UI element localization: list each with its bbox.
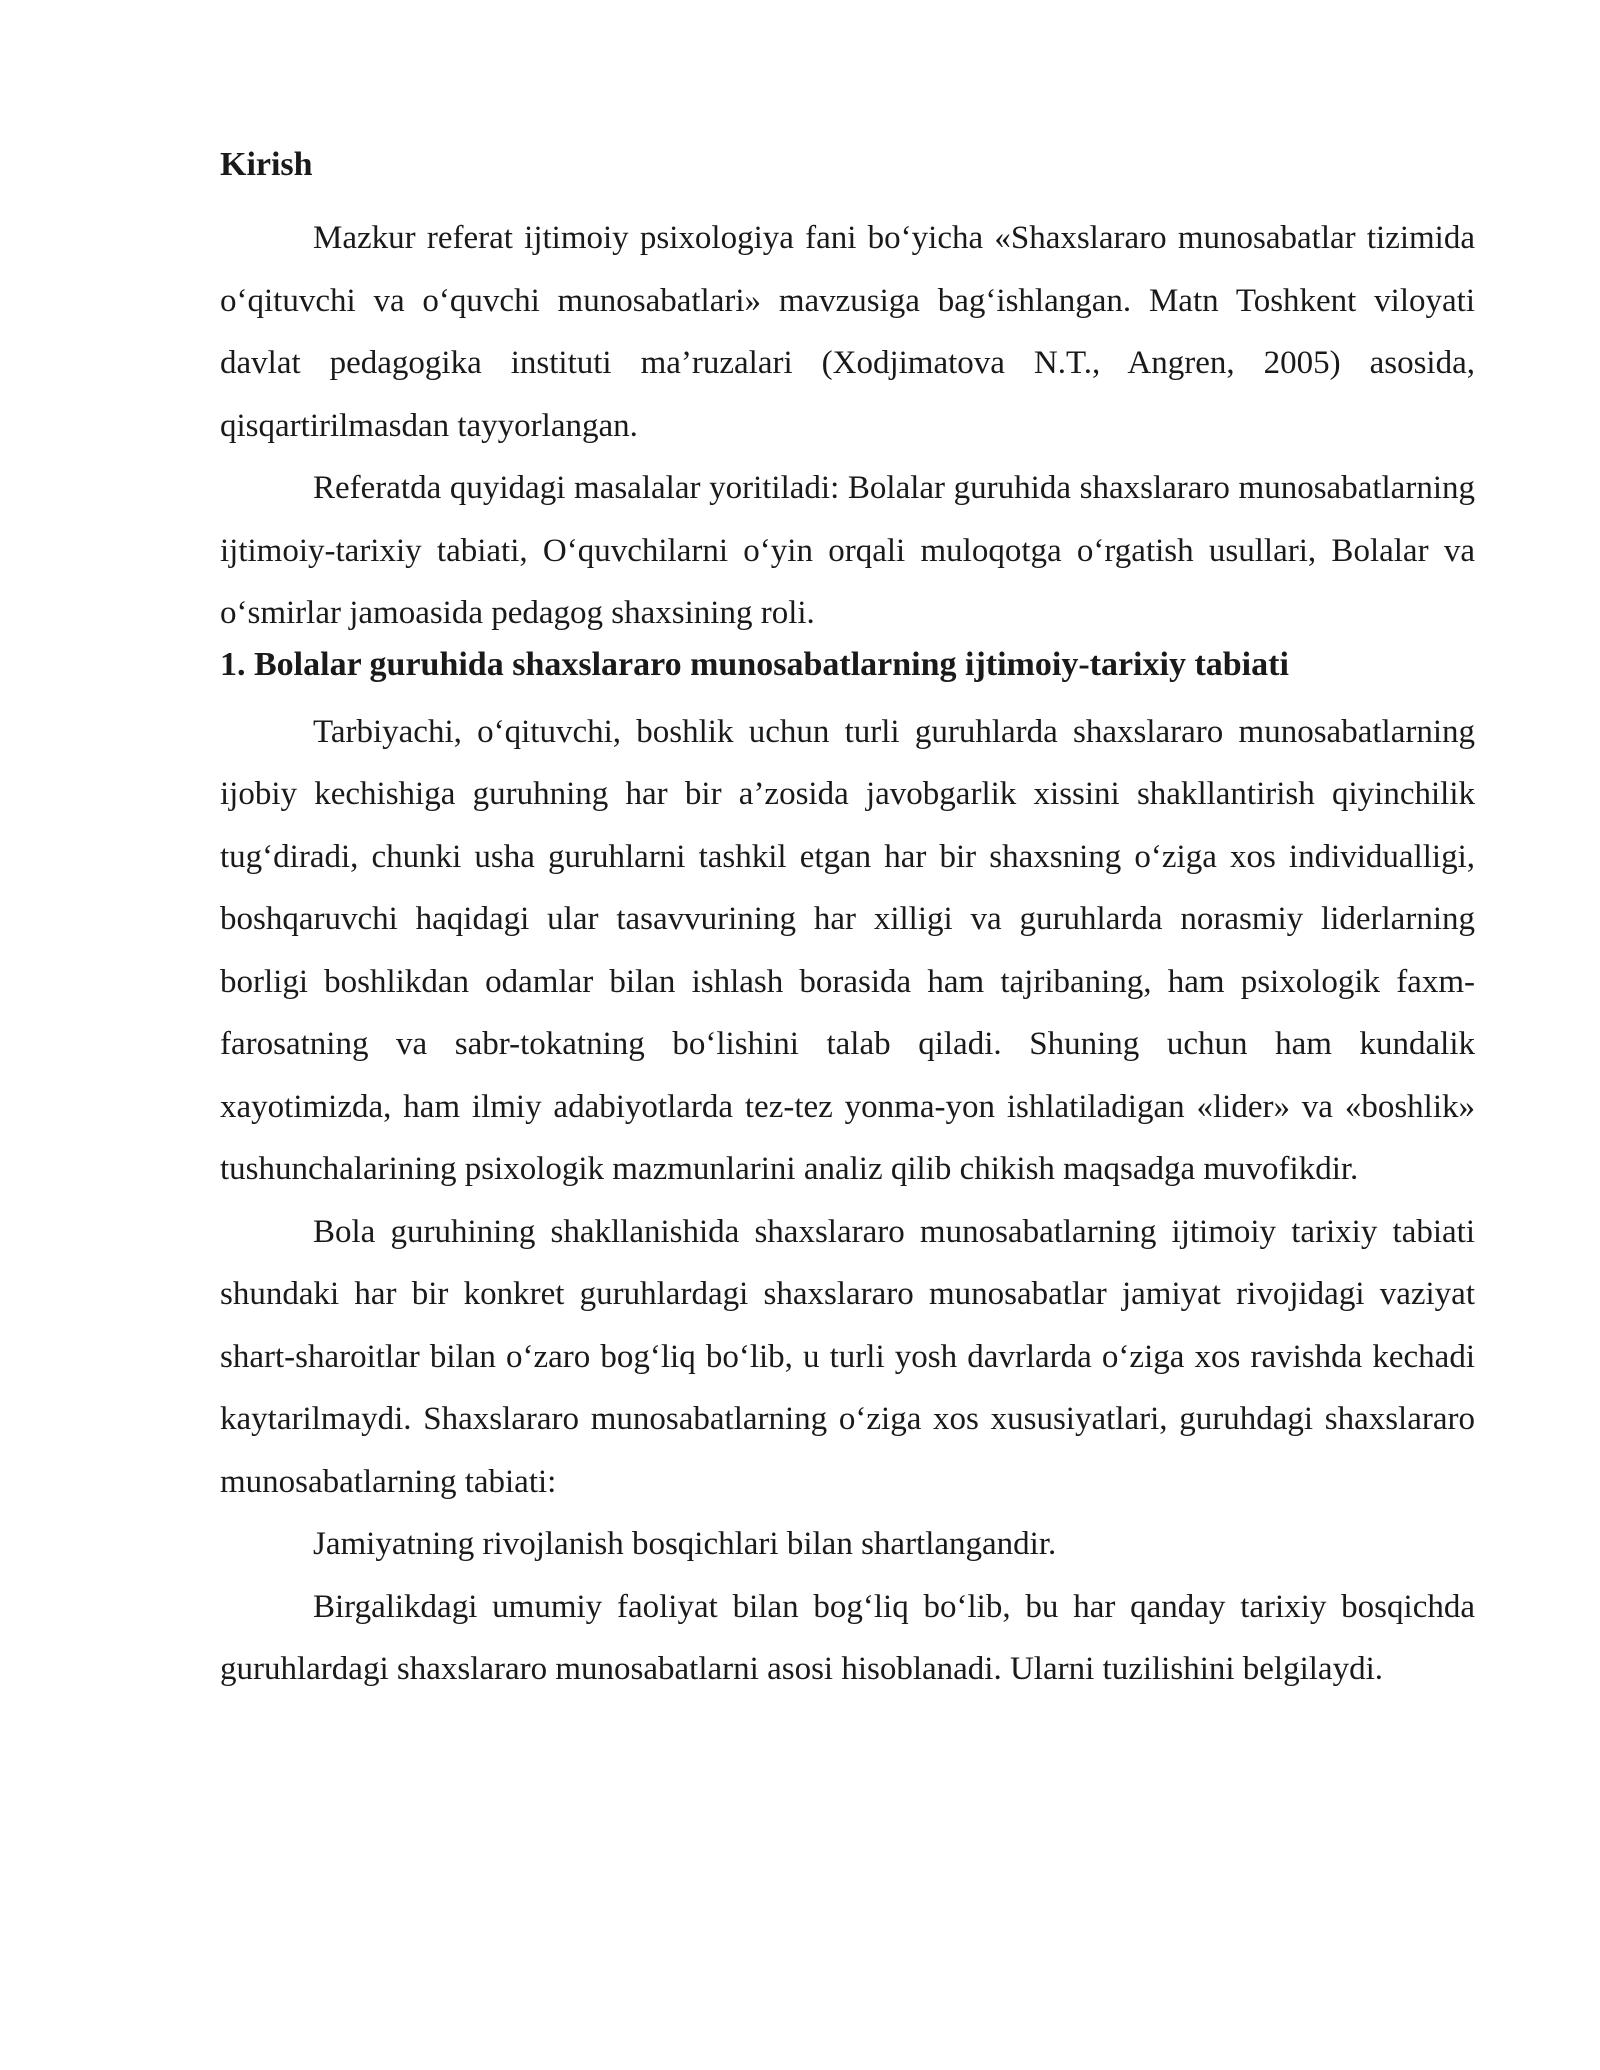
section-paragraph-3: Jamiyatning rivojlanish bosqichlari bilan shartlangandir. (313, 1526, 1057, 1562)
section-heading: 1. Bolalar guruhida shaxslararo munosabatlarning ijtimoiy-tarixiy tabiati (220, 645, 1289, 683)
intro-paragraph-1: Mazkur referat ijtimoiy psixologiya fani bo‘yicha «Shaxslararo munosabatlar tizimida o‘qituvchi va o‘quvchi munosabatlari» mavzusiga bag‘ishlangan. Matn Toshkent viloyati davlat pedagogika instituti ma’ruzalari (Xodjimatova N.T., Angren, 2005) asosida, qisqartirilmasdan tayyorlangan. (220, 220, 1475, 444)
section-paragraph-4: Birgalikdagi umumiy faoliyat bilan bog‘liq bo‘lib, bu har qanday tarixiy bosqichda guruhlardagi shaxslararo munosabatlarni asosi hisoblanadi. Ularni tuzilishini belgilaydi. (220, 1588, 1475, 1687)
section-paragraph-2: Bola guruhining shakllanishida shaxslararo munosabatlarning ijtimoiy tarixiy tabiati shundaki har bir konkret guruhlardagi shaxslararo munosabatlar jamiyat rivojidagi vaziyat shart-sharoitlar bilan o‘zaro bog‘liq bo‘lib, u turli yosh davrlarda o‘ziga xos ravishda kechadi kaytarilmaydi. Shaxslararo munosabatlarning o‘ziga xos xususiyatlari, guruhdagi shaxslararo munosabatlarning tabiati: (220, 1213, 1475, 1500)
section-paragraph-1: Tarbiyachi, o‘qituvchi, boshlik uchun turli guruhlarda shaxslararo munosabatlarning ijobiy kechishiga guruhning har bir a’zosida javobgarlik xissini shakllantirish qiyinchilik tug‘diradi, chunki usha guruhlarni tashkil etgan har bir shaxsning o‘ziga xos individualligi, boshqaruvchi haqidagi ular tasavvurining har xilligi va guruhlarda norasmiy liderlarning borligi boshlikdan odamlar bilan ishlash borasida ham tajribaning, ham psixologik faxm-farosatning va sabr-tokatning bo‘lishini talab qiladi. Shuning uchun ham kundalik xayotimizda, ham ilmiy adabiyotlarda tez-tez yonma-yon ishlatiladigan «lider» va «boshlik» tushunchalarining psixologik mazmunlarini analiz qilib chikish maqsadga muvofikdir. (220, 713, 1475, 1187)
intro-paragraph-2: Referatda quyidagi masalalar yoritiladi: Bolalar guruhida shaxslararo munosabatlarning ijtimoiy-tarixiy tabiati, O‘quvchilarni o‘yin orqali muloqotga o‘rgatish usullari, Bolalar va o‘smirlar jamoasida pedagog shaxsining roli. (220, 470, 1475, 631)
intro-heading: Kirish (220, 146, 313, 183)
document-page (220, 145, 1475, 1701)
